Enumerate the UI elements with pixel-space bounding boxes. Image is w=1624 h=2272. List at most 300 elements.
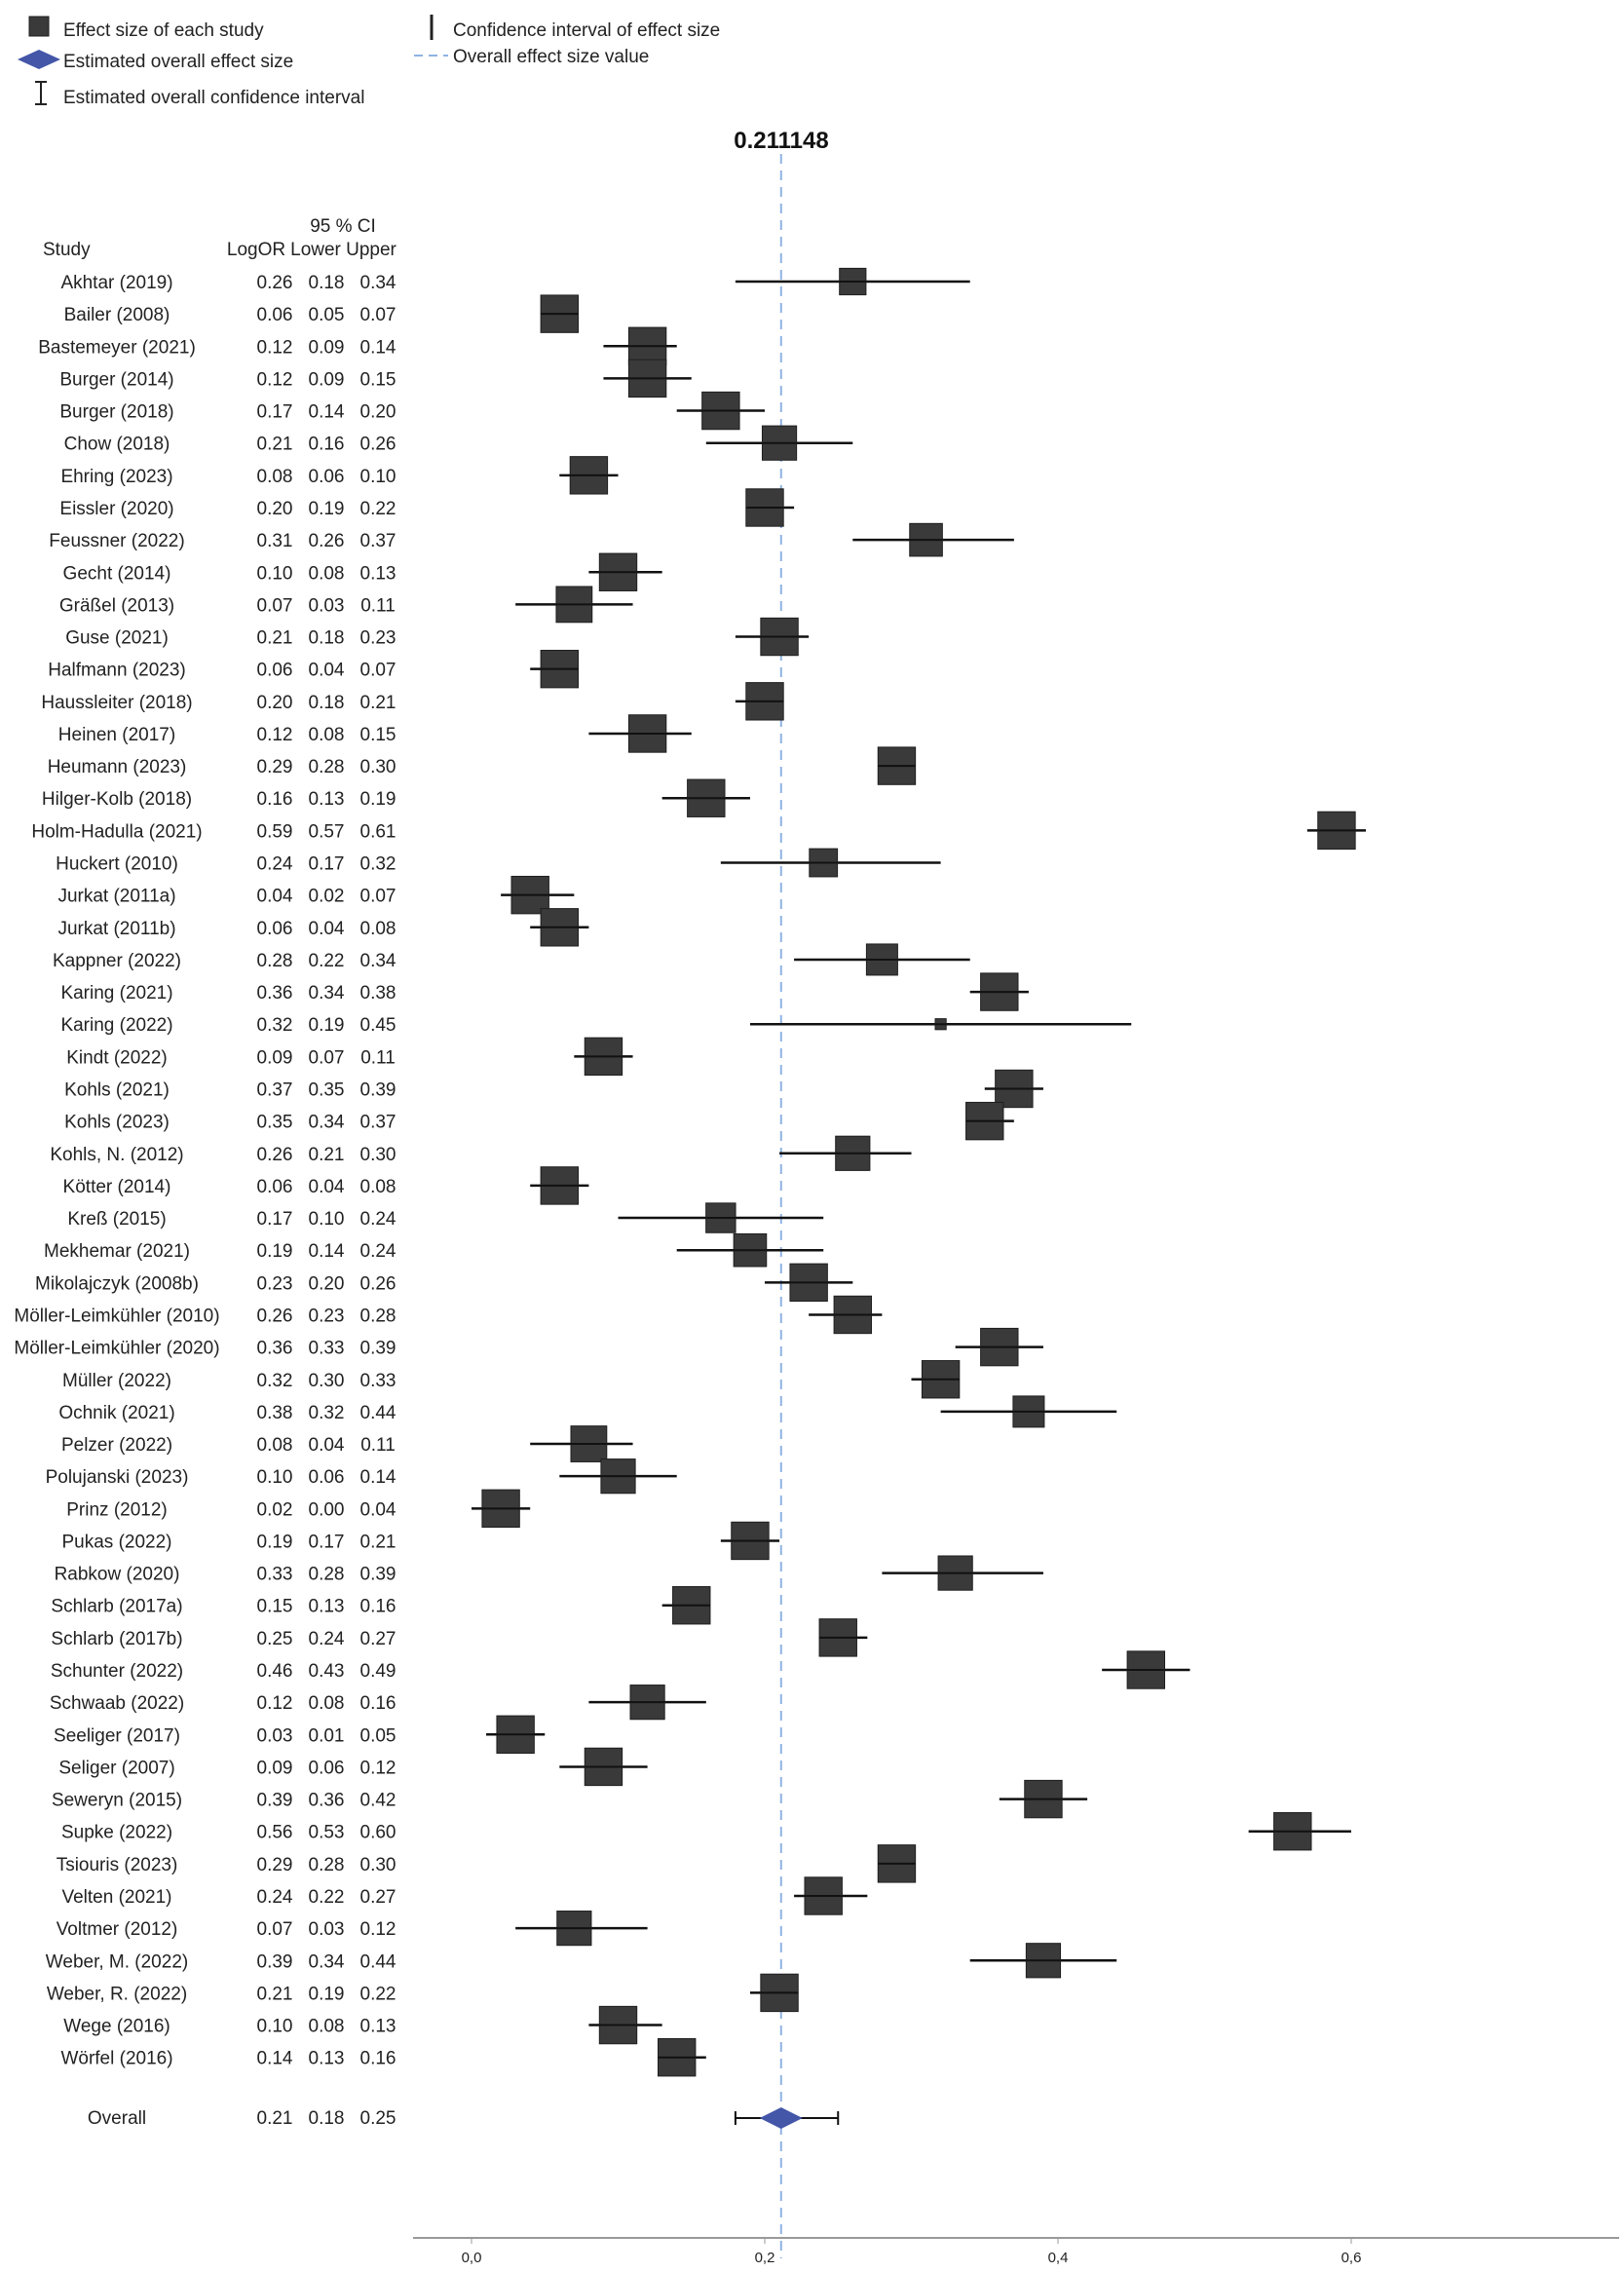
study-lower: 0.13 <box>308 1596 345 1617</box>
study-name: Rabkow (2020) <box>54 1564 180 1585</box>
study-row <box>61 1823 397 1843</box>
study-row <box>56 854 396 875</box>
study-rows <box>14 273 397 2069</box>
study-name: Kindt (2022) <box>66 1047 168 1069</box>
study-name: Burger (2014) <box>59 369 174 391</box>
study-name: Kötter (2014) <box>62 1176 171 1197</box>
study-lower: 0.14 <box>308 401 345 423</box>
study-lower: 0.08 <box>308 724 345 745</box>
study-logor: 0.56 <box>256 1822 293 1843</box>
study-upper: 0.23 <box>359 627 397 649</box>
study-name: Jurkat (2011a) <box>57 886 176 907</box>
study-name: Haussleiter (2018) <box>41 692 193 713</box>
study-row <box>41 693 396 713</box>
study-logor: 0.19 <box>256 1241 293 1263</box>
study-logor: 0.06 <box>256 660 293 681</box>
legend-overall-line-label: Overall effect size value <box>453 47 650 67</box>
study-lower: 0.22 <box>308 1887 345 1908</box>
study-lower: 0.08 <box>308 1693 345 1715</box>
study-lower: 0.28 <box>308 1564 345 1585</box>
study-name: Weber, R. (2022) <box>46 1984 188 2005</box>
study-name: Heinen (2017) <box>57 724 176 745</box>
study-logor: 0.09 <box>256 1758 293 1779</box>
study-row <box>50 1145 396 1165</box>
study-logor: 0.06 <box>256 305 293 326</box>
study-logor: 0.26 <box>256 1306 293 1327</box>
study-upper: 0.28 <box>359 1306 397 1327</box>
study-name: Kappner (2022) <box>52 950 182 971</box>
study-row <box>49 531 396 551</box>
study-logor: 0.59 <box>256 821 293 843</box>
study-name: Karing (2021) <box>60 983 173 1004</box>
study-row <box>66 1499 397 1520</box>
study-upper: 0.33 <box>359 1370 397 1391</box>
study-upper: 0.45 <box>359 1015 397 1037</box>
study-logor: 0.14 <box>256 2048 293 2069</box>
study-row <box>55 1565 397 1585</box>
study-row <box>14 1306 396 1326</box>
study-name: Huckert (2010) <box>56 853 178 875</box>
study-logor: 0.06 <box>256 1176 293 1197</box>
study-name: Möller-Leimkühler (2010) <box>14 1306 220 1327</box>
study-name: Möller-Leimkühler (2020) <box>14 1338 220 1359</box>
study-column-header: Study <box>43 240 91 260</box>
study-name: Velten (2021) <box>61 1887 172 1908</box>
study-lower: 0.10 <box>308 1209 345 1231</box>
study-upper: 0.11 <box>360 1047 396 1069</box>
study-lower: 0.34 <box>308 1951 345 1973</box>
study-lower: 0.08 <box>308 563 345 585</box>
study-row <box>66 1047 396 1068</box>
study-row <box>14 1339 396 1359</box>
study-lower: 0.30 <box>308 1370 345 1391</box>
study-logor: 0.26 <box>256 1144 293 1165</box>
study-name: Ochnik (2021) <box>58 1402 175 1423</box>
overall-row <box>88 2108 397 2129</box>
study-logor: 0.12 <box>256 369 293 391</box>
study-lower: 0.09 <box>308 369 345 391</box>
study-row <box>63 1177 397 1197</box>
study-logor: 0.12 <box>256 724 293 745</box>
study-upper: 0.12 <box>359 1758 397 1779</box>
study-name: Bastemeyer (2021) <box>38 337 196 359</box>
study-upper: 0.27 <box>359 1887 397 1908</box>
study-logor: 0.07 <box>256 1919 293 1941</box>
study-logor: 0.12 <box>256 1693 293 1715</box>
study-upper: 0.15 <box>359 724 397 745</box>
study-lower: 0.20 <box>308 1273 345 1295</box>
study-upper: 0.26 <box>359 1273 397 1295</box>
study-lower: 0.00 <box>308 1499 345 1521</box>
study-name: Müller (2022) <box>62 1370 171 1391</box>
study-lower: 0.35 <box>308 1079 345 1101</box>
study-lower: 0.57 <box>308 821 345 843</box>
study-name: Kohls, N. (2012) <box>50 1144 184 1165</box>
study-lower: 0.53 <box>308 1822 345 1843</box>
legend <box>18 15 720 108</box>
study-name: Mikolajczyk (2008b) <box>35 1273 199 1295</box>
study-name: Polujanski (2023) <box>45 1467 189 1489</box>
study-row <box>57 887 396 907</box>
study-upper: 0.21 <box>359 692 397 713</box>
study-upper: 0.10 <box>359 466 397 487</box>
study-logor: 0.17 <box>256 1209 293 1231</box>
study-logor: 0.24 <box>256 1887 293 1908</box>
study-name: Jurkat (2011b) <box>57 918 176 939</box>
study-upper: 0.20 <box>359 401 397 423</box>
study-lower: 0.14 <box>308 1241 345 1263</box>
study-upper: 0.44 <box>359 1402 397 1423</box>
study-logor: 0.28 <box>256 950 293 971</box>
overall-value-title: 0.211148 <box>734 128 829 154</box>
study-upper: 0.32 <box>359 853 397 875</box>
study-lower: 0.17 <box>308 1532 345 1553</box>
legend-overall-ci-label: Estimated overall confidence interval <box>63 88 365 108</box>
study-name: Pelzer (2022) <box>60 1435 173 1457</box>
study-upper: 0.38 <box>359 983 397 1004</box>
study-upper: 0.39 <box>359 1338 397 1359</box>
study-lower: 0.17 <box>308 853 345 875</box>
study-lower: 0.26 <box>308 531 345 552</box>
study-upper: 0.08 <box>359 918 397 939</box>
study-row <box>58 1403 397 1423</box>
study-name: Gecht (2014) <box>62 563 171 585</box>
study-row <box>48 661 396 681</box>
study-row <box>64 1113 396 1133</box>
study-upper: 0.30 <box>359 757 397 778</box>
study-logor: 0.29 <box>256 1854 293 1875</box>
study-logor: 0.36 <box>256 983 293 1004</box>
study-upper: 0.14 <box>359 337 397 359</box>
study-row <box>53 951 397 971</box>
study-upper: 0.16 <box>359 1596 397 1617</box>
study-lower: 0.06 <box>308 1467 345 1489</box>
legend-study-ci-label: Confidence interval of effect size <box>453 20 721 41</box>
study-lower: 0.06 <box>308 466 345 487</box>
study-name: Pukas (2022) <box>61 1532 172 1553</box>
study-row <box>59 402 396 423</box>
study-upper: 0.13 <box>359 2016 397 2037</box>
study-name: Seweryn (2015) <box>51 1790 183 1811</box>
study-name: Seeliger (2017) <box>54 1725 180 1747</box>
study-lower: 0.23 <box>308 1306 345 1327</box>
study-lower: 0.03 <box>308 595 345 617</box>
study-upper: 0.14 <box>359 1467 397 1489</box>
study-lower: 0.01 <box>308 1725 345 1747</box>
study-logor: 0.21 <box>256 627 293 649</box>
study-name: Kohls (2023) <box>64 1112 170 1133</box>
study-name: Heumann (2023) <box>47 757 187 778</box>
study-upper: 0.07 <box>359 660 397 681</box>
study-row <box>60 1015 396 1036</box>
study-upper: 0.07 <box>359 886 397 907</box>
study-upper: 0.04 <box>359 1499 397 1521</box>
study-lower: 0.28 <box>308 757 345 778</box>
study-upper: 0.16 <box>359 2048 397 2069</box>
study-logor: 0.38 <box>256 1402 293 1423</box>
study-name: Tsiouris (2023) <box>56 1854 178 1875</box>
study-name: Weber, M. (2022) <box>45 1951 189 1973</box>
study-upper: 0.21 <box>359 1532 397 1553</box>
study-row <box>62 1371 396 1391</box>
study-row <box>54 1725 396 1746</box>
study-lower: 0.32 <box>308 1402 345 1423</box>
study-name: Akhtar (2019) <box>60 273 173 293</box>
study-row <box>63 2017 396 2037</box>
study-row <box>57 919 396 939</box>
study-lower: 0.24 <box>308 1628 345 1649</box>
study-upper: 0.30 <box>359 1144 397 1165</box>
overall-logor: 0.21 <box>256 2108 293 2129</box>
logor-column-header: LogOR <box>226 240 286 260</box>
study-row <box>38 337 397 358</box>
overall-diamond <box>760 2107 803 2129</box>
study-logor: 0.16 <box>256 789 293 811</box>
study-lower: 0.04 <box>308 1176 345 1197</box>
study-logor: 0.31 <box>256 531 293 552</box>
study-marks <box>472 268 1366 2129</box>
study-row <box>61 1532 396 1552</box>
study-logor: 0.46 <box>256 1661 293 1683</box>
study-logor: 0.07 <box>256 595 293 617</box>
study-lower: 0.07 <box>308 1047 345 1069</box>
study-logor: 0.08 <box>256 1435 293 1457</box>
study-logor: 0.10 <box>256 2016 293 2037</box>
study-upper: 0.16 <box>359 1693 397 1715</box>
study-logor: 0.17 <box>256 401 293 423</box>
study-lower: 0.13 <box>308 2048 345 2069</box>
study-upper: 0.39 <box>359 1564 397 1585</box>
study-logor: 0.35 <box>256 1112 293 1133</box>
study-logor: 0.03 <box>256 1725 293 1747</box>
study-lower: 0.19 <box>308 498 345 519</box>
study-name: Schlarb (2017a) <box>51 1596 183 1617</box>
legend-ci-marker-icon <box>35 82 47 104</box>
study-name: Halfmann (2023) <box>48 660 186 681</box>
study-upper: 0.42 <box>359 1790 397 1811</box>
study-name: Wege (2016) <box>63 2016 170 2037</box>
study-row <box>51 1597 396 1617</box>
study-name: Burger (2018) <box>59 401 174 423</box>
study-lower: 0.34 <box>308 983 345 1004</box>
study-upper: 0.60 <box>359 1822 397 1843</box>
legend-overall-effect-label: Estimated overall effect size <box>63 52 294 72</box>
legend-study-effect-label: Effect size of each study <box>63 20 264 41</box>
study-logor: 0.06 <box>256 918 293 939</box>
study-lower: 0.19 <box>308 1984 345 2005</box>
study-lower: 0.06 <box>308 1758 345 1779</box>
study-name: Gräßel (2013) <box>58 595 175 617</box>
study-upper: 0.22 <box>359 498 397 519</box>
study-logor: 0.12 <box>256 337 293 359</box>
study-name: Ehring (2023) <box>60 466 173 487</box>
study-row <box>46 1467 397 1488</box>
study-upper: 0.05 <box>359 1725 397 1747</box>
study-upper: 0.27 <box>359 1628 397 1649</box>
study-row <box>31 821 396 842</box>
lower-column-header: Lower <box>290 240 341 260</box>
study-row <box>35 1273 396 1294</box>
study-row <box>51 1629 396 1649</box>
study-name: Feussner (2022) <box>49 531 185 552</box>
study-name: Kohls (2021) <box>64 1079 170 1101</box>
study-logor: 0.10 <box>256 563 293 585</box>
study-lower: 0.34 <box>308 1112 345 1133</box>
upper-column-header: Upper <box>346 240 397 260</box>
study-name: Supke (2022) <box>60 1822 173 1843</box>
study-logor: 0.09 <box>256 1047 293 1069</box>
study-logor: 0.24 <box>256 853 293 875</box>
study-name: Guse (2021) <box>65 627 169 649</box>
study-row <box>48 757 397 777</box>
study-name: Prinz (2012) <box>66 1499 168 1521</box>
study-name: Seliger (2007) <box>58 1758 175 1779</box>
study-logor: 0.21 <box>256 434 293 455</box>
study-upper: 0.12 <box>359 1919 397 1941</box>
study-name: Hilger-Kolb (2018) <box>41 789 193 811</box>
study-lower: 0.02 <box>308 886 345 907</box>
study-logor: 0.36 <box>256 1338 293 1359</box>
study-logor: 0.39 <box>256 1790 293 1811</box>
study-lower: 0.03 <box>308 1919 345 1941</box>
x-tick-label: 0,0 <box>461 2250 482 2266</box>
study-row <box>59 369 396 390</box>
study-name: Kreß (2015) <box>67 1209 167 1231</box>
study-lower: 0.33 <box>308 1338 345 1359</box>
study-lower: 0.08 <box>308 2016 345 2037</box>
study-upper: 0.39 <box>359 1079 397 1101</box>
x-tick-label: 0,4 <box>1047 2250 1069 2266</box>
study-upper: 0.22 <box>359 1984 397 2005</box>
study-logor: 0.32 <box>256 1370 293 1391</box>
study-upper: 0.11 <box>360 595 396 617</box>
study-lower: 0.43 <box>308 1661 345 1683</box>
study-name: Karing (2022) <box>60 1015 173 1037</box>
overall-upper: 0.25 <box>359 2108 397 2129</box>
study-row <box>44 1241 397 1262</box>
study-row <box>63 563 397 584</box>
study-name: Holm-Hadulla (2021) <box>31 821 203 843</box>
study-logor: 0.20 <box>256 692 293 713</box>
study-lower: 0.13 <box>308 789 345 811</box>
study-upper: 0.34 <box>359 273 397 293</box>
study-row <box>61 1887 396 1908</box>
study-name: Schlarb (2017b) <box>51 1628 183 1649</box>
study-row <box>65 628 396 649</box>
study-logor: 0.21 <box>256 1984 293 2005</box>
study-name: Voltmer (2012) <box>56 1919 178 1941</box>
study-lower: 0.22 <box>308 950 345 971</box>
study-lower: 0.28 <box>308 1854 345 1875</box>
study-logor: 0.26 <box>256 273 293 293</box>
study-upper: 0.30 <box>359 1854 397 1875</box>
study-row <box>50 1693 397 1714</box>
study-row <box>64 1080 396 1101</box>
study-lower: 0.04 <box>308 918 345 939</box>
study-upper: 0.15 <box>359 369 397 391</box>
x-axis <box>413 2238 1619 2266</box>
study-row <box>64 435 397 455</box>
study-logor: 0.25 <box>256 1628 293 1649</box>
study-row <box>64 305 397 325</box>
study-lower: 0.18 <box>308 692 345 713</box>
study-name: Wörfel (2016) <box>60 2048 173 2069</box>
study-lower: 0.09 <box>308 337 345 359</box>
study-row <box>46 1951 397 1972</box>
study-lower: 0.36 <box>308 1790 345 1811</box>
x-tick-label: 0,2 <box>754 2250 775 2266</box>
study-upper: 0.37 <box>359 531 397 552</box>
study-logor: 0.37 <box>256 1079 293 1101</box>
study-lower: 0.05 <box>308 305 345 326</box>
study-row <box>57 1855 397 1875</box>
study-logor: 0.39 <box>256 1951 293 1973</box>
study-logor: 0.29 <box>256 757 293 778</box>
study-row <box>67 1209 397 1230</box>
study-logor: 0.32 <box>256 1015 293 1037</box>
study-lower: 0.18 <box>308 627 345 649</box>
study-upper: 0.19 <box>359 789 397 811</box>
legend-box-marker-icon <box>29 17 49 36</box>
study-logor: 0.15 <box>256 1596 293 1617</box>
study-lower: 0.21 <box>308 1144 345 1165</box>
study-logor: 0.04 <box>256 886 293 907</box>
legend-diamond-marker-icon <box>18 50 60 69</box>
study-row <box>52 1791 397 1811</box>
study-name: Schwaab (2022) <box>49 1693 185 1715</box>
study-lower: 0.04 <box>308 660 345 681</box>
study-logor: 0.23 <box>256 1273 293 1295</box>
ci-column-header: 95 % CI <box>310 216 376 237</box>
overall-lower: 0.18 <box>308 2108 345 2129</box>
study-name: Mekhemar (2021) <box>44 1241 190 1263</box>
study-logor: 0.33 <box>256 1564 293 1585</box>
study-lower: 0.19 <box>308 1015 345 1037</box>
study-upper: 0.11 <box>360 1435 396 1457</box>
study-logor: 0.19 <box>256 1532 293 1553</box>
study-upper: 0.49 <box>359 1661 397 1683</box>
study-upper: 0.37 <box>359 1112 397 1133</box>
study-upper: 0.26 <box>359 434 397 455</box>
study-row <box>60 2049 396 2069</box>
study-row <box>60 273 396 293</box>
study-row <box>60 467 396 487</box>
study-name: Chow (2018) <box>63 434 170 455</box>
study-lower: 0.04 <box>308 1435 345 1457</box>
study-logor: 0.20 <box>256 498 293 519</box>
study-upper: 0.08 <box>359 1176 397 1197</box>
study-upper: 0.24 <box>359 1241 397 1263</box>
study-row <box>60 983 396 1003</box>
study-row <box>59 499 396 519</box>
study-upper: 0.07 <box>359 305 397 326</box>
overall-label: Overall <box>87 2108 147 2129</box>
study-name: Bailer (2008) <box>63 305 170 326</box>
study-name: Eissler (2020) <box>59 498 174 519</box>
study-row <box>57 1919 397 1940</box>
study-upper: 0.44 <box>359 1951 397 1973</box>
study-upper: 0.13 <box>359 563 397 585</box>
study-upper: 0.61 <box>359 821 397 843</box>
study-upper: 0.24 <box>359 1209 397 1231</box>
study-row <box>42 789 397 810</box>
study-upper: 0.34 <box>359 950 397 971</box>
x-tick-label: 0,6 <box>1341 2250 1362 2266</box>
study-lower: 0.16 <box>308 434 345 455</box>
study-row <box>61 1435 396 1456</box>
study-logor: 0.02 <box>256 1499 293 1521</box>
study-row <box>51 1661 397 1682</box>
